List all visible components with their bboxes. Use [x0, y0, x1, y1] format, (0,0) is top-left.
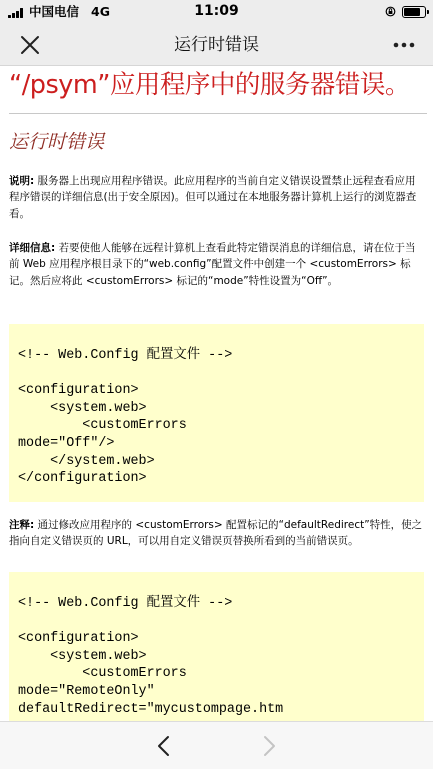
- code-text: <!-- Web.Config 配置文件 --> <configuration> <system.web> <customErrors mode="Off"/> </system.web> </configuration>: [18, 348, 233, 487]
- status-bar: [0, 0, 433, 24]
- bottom-toolbar: [0, 721, 433, 769]
- error-headline: “/psym”应用程序中的服务器错误。: [9, 70, 410, 100]
- orientation-lock-icon: [385, 6, 396, 17]
- status-time: 11:09: [194, 3, 239, 19]
- description-label: 说明:: [9, 175, 35, 187]
- section-title: 运行时错误: [9, 131, 105, 153]
- network-type: 4G: [91, 4, 110, 19]
- details-label: 详细信息:: [9, 242, 56, 254]
- page-title: 运行时错误: [174, 35, 259, 55]
- battery-level: [404, 8, 420, 16]
- note-text: 通过修改应用程序的 <customErrors> 配置标记的“defaultRedirect”特性，使之指向自定义错误页的 URL，可以用自定义错误页替换所看到的当前错误页。: [9, 519, 423, 548]
- description-paragraph: [9, 173, 423, 222]
- details-paragraph: [9, 240, 423, 289]
- chevron-left-icon[interactable]: [153, 734, 175, 758]
- chevron-right-icon[interactable]: [258, 734, 280, 758]
- details-text: 若要使他人能够在远程计算机上查看此特定错误消息的详细信息，请在位于当前 Web 应用程序根目录下的“web.config”配置文件中创建一个 <customErrors> 标记。然后应将此 <customErrors> 标记的“mode”特性设置为“Off”。: [9, 242, 416, 287]
- web-content[interactable]: [0, 66, 433, 721]
- battery-icon: [402, 6, 426, 18]
- config-code-block-off: [9, 324, 424, 502]
- nav-bar: [0, 24, 433, 66]
- code-text: <!-- Web.Config 配置文件 --> <configuration> <system.web> <customErrors mode="RemoteOnly" defaultRedirect="mycustompage.htm: [18, 596, 284, 717]
- note-label: 注释:: [9, 519, 35, 531]
- config-code-block-redirect: [9, 572, 424, 721]
- more-dots-icon[interactable]: [390, 33, 418, 57]
- description-text: 服务器上出现应用程序错误。此应用程序的当前自定义错误设置禁止远程查看应用程序错误的详细信息(出于安全原因)。但可以通过在本地服务器计算机上运行的浏览器查看。: [9, 175, 417, 220]
- divider: [9, 113, 427, 114]
- carrier-name: 中国电信: [29, 4, 80, 19]
- note-paragraph: [9, 517, 423, 550]
